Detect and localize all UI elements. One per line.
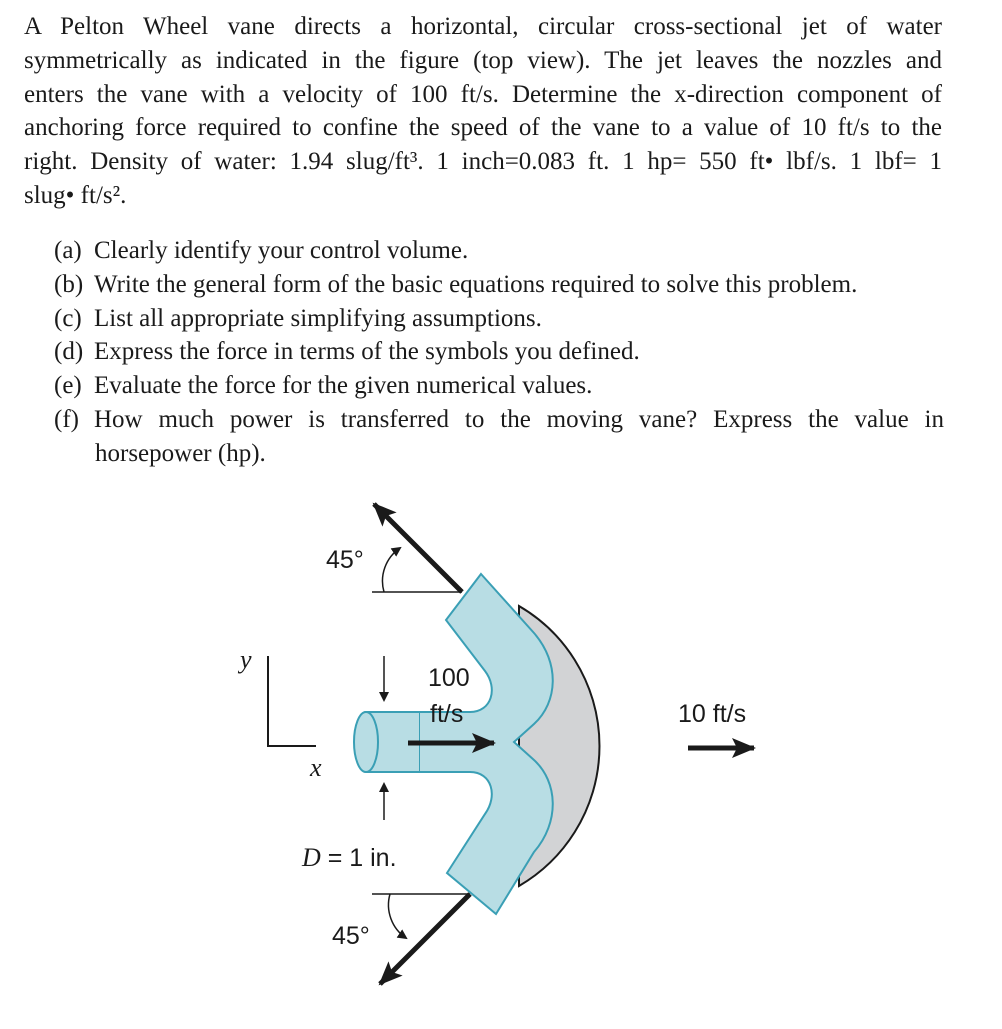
part-label: (c) — [54, 304, 82, 332]
nozzle-opening — [354, 712, 378, 772]
upper-angle-arc — [382, 548, 400, 592]
question-part-e — [54, 369, 944, 403]
problem-statement — [24, 10, 942, 213]
axis-x-label: x — [310, 753, 322, 782]
diameter-symbol: D — [302, 843, 321, 872]
part-text: How much power is transferred to the moving vane? Express the value in — [94, 405, 944, 433]
jet-speed-unit: ft/s — [430, 700, 464, 728]
question-parts — [54, 234, 944, 471]
vane-speed-label: 10 ft/s — [678, 700, 747, 728]
part-label: (b) — [54, 270, 84, 298]
part-text: Clearly identify your control volume. — [94, 237, 469, 264]
problem-line: slug• ft/s². — [24, 181, 127, 209]
part-label: (e) — [54, 372, 82, 400]
part-text: Express the force in terms of the symbols you defined. — [94, 338, 640, 366]
part-text: List all appropriate simplifying assumptions. — [94, 304, 542, 332]
question-part-b — [54, 268, 944, 302]
lower-angle-arc — [388, 894, 406, 938]
problem-line: anchoring force required to confine the speed of the vane to a value of 10 ft/s to the — [24, 114, 942, 142]
diameter-value: = 1 in. — [320, 844, 397, 872]
diameter-label — [301, 843, 397, 872]
question-part-f — [54, 403, 944, 437]
part-label: (a) — [54, 237, 82, 264]
part-label: (d) — [54, 338, 84, 366]
question-part-a — [54, 234, 944, 268]
upper-angle-label: 45° — [326, 546, 364, 574]
part-label: (f) — [54, 405, 79, 433]
part-text: Write the general form of the basic equations required to solve this problem. — [94, 270, 858, 298]
problem-line: right. Density of water: 1.94 slug/ft³. 1 inch=0.083 ft. 1 hp= 550 ft• lbf/s. 1 lbf= 1 — [24, 148, 942, 176]
part-continuation: horsepower (hp). — [95, 439, 266, 467]
axis-y-label: y — [240, 645, 252, 674]
figure-svg — [0, 470, 1002, 1024]
problem-line: enters the vane with a velocity of 100 ft/s. Determine the x-direction component of — [24, 80, 942, 108]
lower-angle-label: 45° — [332, 922, 370, 950]
question-part-c — [54, 302, 944, 336]
lower-outlet-arrow — [380, 894, 470, 984]
problem-line: A Pelton Wheel vane directs a horizontal, circular cross-sectional jet of water — [24, 13, 942, 40]
coordinate-axes — [268, 656, 316, 746]
part-text: Evaluate the force for the given numerical values. — [94, 372, 593, 400]
question-part-d — [54, 335, 944, 369]
problem-line: symmetrically as indicated in the figure (top view). The jet leaves the nozzles and — [24, 46, 942, 74]
pelton-wheel-figure — [0, 470, 1002, 1024]
jet-speed-value: 100 — [428, 664, 470, 692]
upper-outlet-arrow — [374, 504, 462, 592]
